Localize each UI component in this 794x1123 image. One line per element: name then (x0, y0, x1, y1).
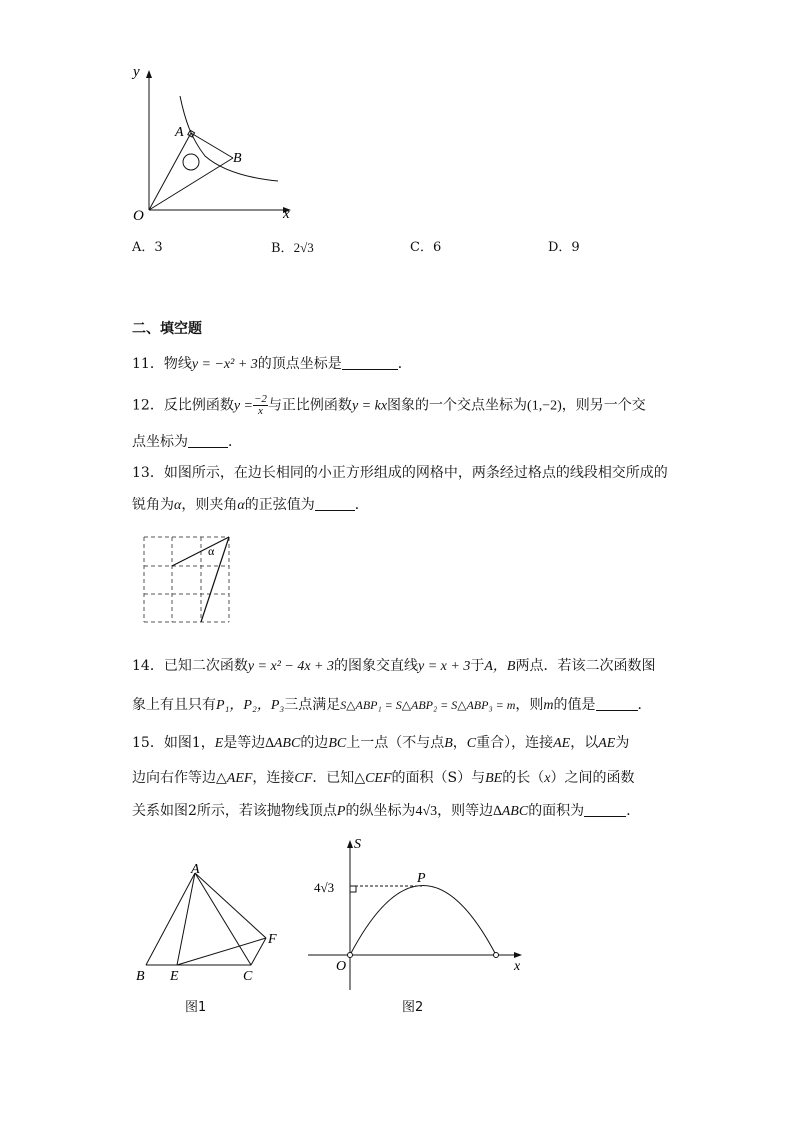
q14-answer-blank[interactable] (596, 696, 638, 711)
label-b: B (233, 151, 242, 166)
q15-t17: ，则等边 (437, 803, 494, 819)
question-12-line-1 (132, 394, 646, 417)
option-b (271, 238, 314, 259)
q11-end: ． (397, 356, 412, 372)
q15-t1: 15．如图1， (132, 735, 215, 751)
q13-alpha-2: α (237, 498, 245, 513)
end-open-point (494, 953, 499, 958)
q11-text-b: 的顶点坐标是 (257, 356, 342, 372)
label-c: C (243, 969, 253, 984)
q14-text-g: ，则 (515, 697, 544, 713)
q14-text-d: 两点．若该二次函数图 (515, 658, 656, 674)
label-b: B (136, 969, 145, 984)
figure-2 (300, 832, 535, 997)
q12-end: ． (228, 434, 242, 450)
q14-points: A，B (484, 659, 516, 674)
segment-ob (149, 158, 233, 210)
q14-end: ． (637, 697, 652, 713)
q12-point: (1,−2) (527, 398, 562, 414)
q14-text-c: 于 (470, 658, 485, 674)
figure-1-caption: 图1 (185, 1000, 207, 1015)
q15-cf: CF (294, 771, 313, 786)
q14-formula2: y = x + 3 (418, 659, 471, 674)
question-15-line-3 (132, 801, 640, 822)
q12-fraction (253, 394, 268, 417)
q15-t5: ， (452, 735, 467, 751)
option-d: D．9 (548, 240, 580, 255)
label-p: P (417, 871, 426, 886)
question-14-line-2 (132, 695, 652, 716)
alpha-label: α (208, 544, 215, 558)
q13-answer-blank[interactable] (315, 496, 355, 511)
grid-figure (140, 533, 236, 629)
q15-t4: 上一点（不与点 (346, 735, 445, 751)
q11-formula: y = −x² + 3 (191, 357, 258, 372)
label-x: x (283, 206, 290, 222)
reciprocal-figure (125, 60, 300, 225)
q14-text-h: 的值是 (553, 697, 596, 713)
segment-af (195, 873, 266, 938)
q13-text-a: 锐角为 (132, 497, 174, 513)
q15-t16: 的纵坐标为 (345, 803, 416, 819)
q12-text-c: 图象的一个交点坐标为 (387, 397, 528, 414)
y-axis-arrow (146, 70, 152, 78)
label-o: O (336, 959, 347, 974)
q12-line2: 点坐标为 (132, 434, 188, 450)
option-a: A．3 (132, 240, 163, 255)
q15-t7: ，以 (570, 735, 599, 751)
q15-t13: 的长（ (502, 770, 545, 786)
option-b-value: 2√3 (293, 240, 314, 255)
q15-t11: ．已知 (312, 770, 355, 786)
q14-m: m (543, 698, 554, 713)
q13-text-c: 的正弦值为 (244, 497, 315, 513)
q11-text-a: 11．物线 (132, 356, 192, 372)
section-title: 二、填空题 (132, 321, 202, 337)
q15-p: P (336, 804, 346, 819)
q14-text-f: 三点满足 (284, 697, 341, 713)
q15-be: BE (485, 771, 503, 786)
question-15-line-2 (132, 768, 634, 789)
label-f: F (268, 932, 277, 947)
question-14-line-1 (132, 656, 655, 677)
q15-t2: 是等边 (223, 735, 266, 751)
q15-b: B (444, 736, 453, 751)
q15-t9: 边向右作等边 (132, 770, 216, 786)
question-13-line-2 (132, 495, 369, 516)
q15-abc1: ∆ABC (265, 736, 301, 751)
parabola-curve (350, 886, 496, 956)
q15-cef: △CEF (354, 771, 392, 786)
segment-oa (149, 133, 191, 210)
segment-ae (177, 873, 195, 965)
q15-abc2: ∆ABC (493, 804, 529, 819)
q11-answer-blank[interactable] (342, 355, 398, 370)
option-b-label: B． (271, 241, 294, 256)
label-x: x (514, 959, 521, 974)
dashed-grid (144, 537, 229, 622)
q15-t15: 关系如图2所示，若该抛物线顶点 (132, 803, 337, 819)
label-a: A (175, 125, 184, 140)
question-13-line-1: 13．如图所示，在边长相同的小正方形组成的网格中，两条经过格点的线段相交所成的 (132, 465, 668, 481)
label-o: O (133, 208, 144, 224)
label-y: y (133, 64, 140, 80)
q14-text-e: 象上有且只有 (132, 697, 216, 713)
q12-frac-num: −2 (254, 393, 267, 405)
x-axis-arrow (514, 952, 522, 958)
q13-alpha-1: α (174, 498, 182, 513)
q15-t8: 为 (615, 735, 630, 751)
q12-text-a: 12．反比例函数 (132, 397, 234, 414)
q14-p-list: P₁，P₂，P₃ (216, 698, 285, 713)
segment-ab (146, 873, 195, 965)
q15-aef: △AEF (216, 771, 253, 786)
q15-bc: BC (328, 736, 347, 751)
q14-area-eq: S△ABP₁ = S△ABP₂ = S△ABP₃ = m (340, 698, 516, 712)
figure-1 (130, 858, 290, 988)
question-12-line-2 (132, 432, 242, 452)
q13-text-b: ，则夹角 (181, 497, 238, 513)
inscribed-circle (183, 154, 199, 170)
q15-t10: ，连接 (252, 770, 295, 786)
q15-answer-blank[interactable] (584, 802, 626, 817)
origin-open-point (348, 953, 353, 958)
segment-ef (177, 938, 266, 965)
q15-t3: 的边 (300, 735, 329, 751)
s-axis-arrow (347, 840, 353, 848)
q12-answer-blank[interactable] (188, 433, 228, 448)
question-11 (132, 354, 412, 375)
q15-end: ． (626, 803, 641, 819)
q15-e: E (214, 736, 224, 751)
q14-text-b: 的图象交直线 (334, 658, 419, 674)
q15-t6: 重合），连接 (476, 735, 554, 751)
question-15-line-1 (132, 733, 629, 754)
label-a: A (191, 862, 200, 877)
label-e: E (170, 969, 179, 984)
hyperbola-curve (180, 96, 278, 181)
q15-vertex-y: 4√3 (415, 804, 438, 819)
q15-t18: 的面积为 (528, 803, 585, 819)
q14-text-a: 14．已知二次函数 (132, 658, 248, 674)
label-vertex-y: 4√3 (314, 880, 335, 895)
q15-ae1: AE (553, 736, 571, 751)
q12-formula2: y = kx (351, 398, 388, 414)
q12-text-b: 与正比例函数 (267, 397, 352, 414)
vertex-mark (350, 886, 356, 892)
option-c: C．6 (410, 240, 442, 255)
label-s: S (354, 837, 361, 852)
q13-end: ． (354, 497, 369, 513)
figure-2-caption: 图2 (402, 1000, 424, 1015)
q15-t14: ）之间的函数 (550, 770, 635, 786)
q12-y-eq: y = (233, 398, 253, 414)
q15-t12: 的面积（S）与 (391, 770, 486, 786)
q15-ae2: AE (598, 736, 616, 751)
q15-x: x (544, 771, 551, 786)
q12-text-d: ，则另一个交 (561, 397, 646, 414)
q14-formula1: y = x² − 4x + 3 (247, 659, 335, 674)
q15-c: C (466, 736, 477, 751)
q12-frac-den: x (258, 405, 263, 417)
